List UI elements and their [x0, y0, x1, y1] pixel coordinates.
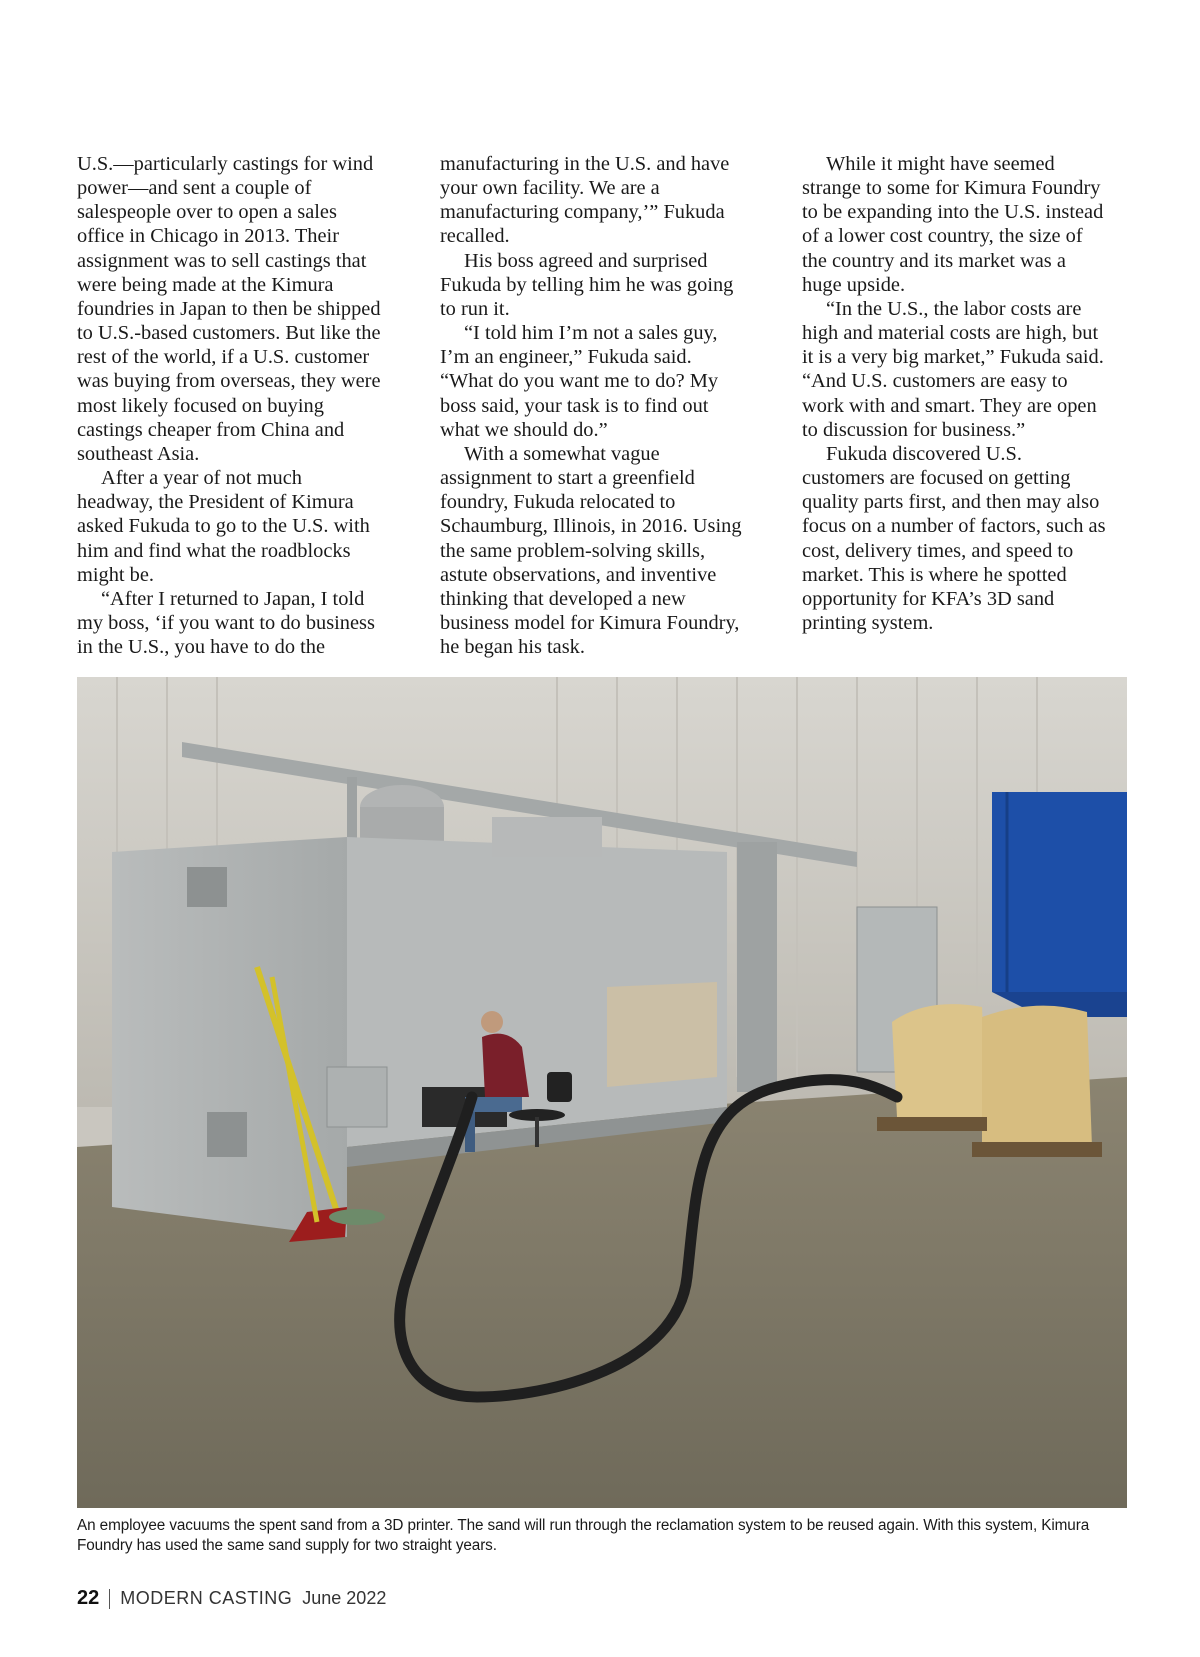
magazine-name: MODERN CASTING: [120, 1588, 293, 1608]
footer-divider: [109, 1589, 110, 1609]
article-column-1: [77, 152, 382, 659]
article-column-3: [802, 152, 1107, 635]
article-paragraph: manufacturing in the U.S. and have your own facility. We are a manufacturing company,’” Fukuda recalled.: [440, 153, 730, 248]
article-paragraph: His boss agreed and surprised Fukuda by telling him he was going to run it.: [440, 249, 734, 320]
article-photo: [77, 677, 1127, 1508]
article-paragraph: After a year of not much headway, the President of Kimura asked Fukuda to go to the U.S. with him and find what the roadblocks might be.: [77, 467, 370, 586]
foundry-3d-printer-photo: [77, 677, 1127, 1508]
article-paragraph: Fukuda discovered U.S. customers are focused on getting quality parts first, and then may also focus on a number of factors, such as cost, delivery times, and speed to market. This is where he spotted opportunity for KFA’s 3D sand printing system.: [802, 442, 1106, 634]
article-paragraph: U.S.—particularly castings for wind power—and sent a couple of salespeople over to open a sales office in Chicago in 2013. Their assignment was to sell castings that were being made at the Kimura foundries in Japan to then be shipped to U.S.-based customers. But like the rest of the world, if a U.S. customer was buying from overseas, they were most likely focused on buying castings cheaper from China and southeast Asia.: [77, 153, 381, 465]
article-paragraph: “In the U.S., the labor costs are high and material costs are high, but it is a very big market,” Fukuda said. “And U.S. customers are easy to work with and smart. They are open to discussion for business.”: [802, 297, 1104, 441]
article-paragraph: While it might have seemed strange to some for Kimura Foundry to be expanding into the U.S. instead of a lower cost country, the size of the country and its market was a huge upside.: [802, 153, 1104, 296]
article-paragraph: With a somewhat vague assignment to start a greenfield foundry, Fukuda relocated to Schaumburg, Illinois, in 2016. Using the same problem-solving skills, astute observations, and inventive thinking that developed a new business model for Kimura Foundry, he began his task.: [440, 442, 742, 659]
photo-caption: An employee vacuums the spent sand from a 3D printer. The sand will run through the reclamation system to be reused again. With this system, Kimura Foundry has used the same sand supply for two straight years.: [77, 1517, 1090, 1554]
article-paragraph: “After I returned to Japan, I told my boss, ‘if you want to do business in the U.S., you have to do the: [77, 587, 375, 659]
issue-date: June 2022: [302, 1588, 387, 1608]
article-column-2: [440, 152, 745, 659]
page-number: 22: [77, 1587, 100, 1609]
article-paragraph: “I told him I’m not a sales guy, I’m an engineer,” Fukuda said. “What do you want me to do? My boss said, your task is to find out what we should do.”: [440, 322, 719, 441]
page-footer: [77, 1587, 386, 1610]
